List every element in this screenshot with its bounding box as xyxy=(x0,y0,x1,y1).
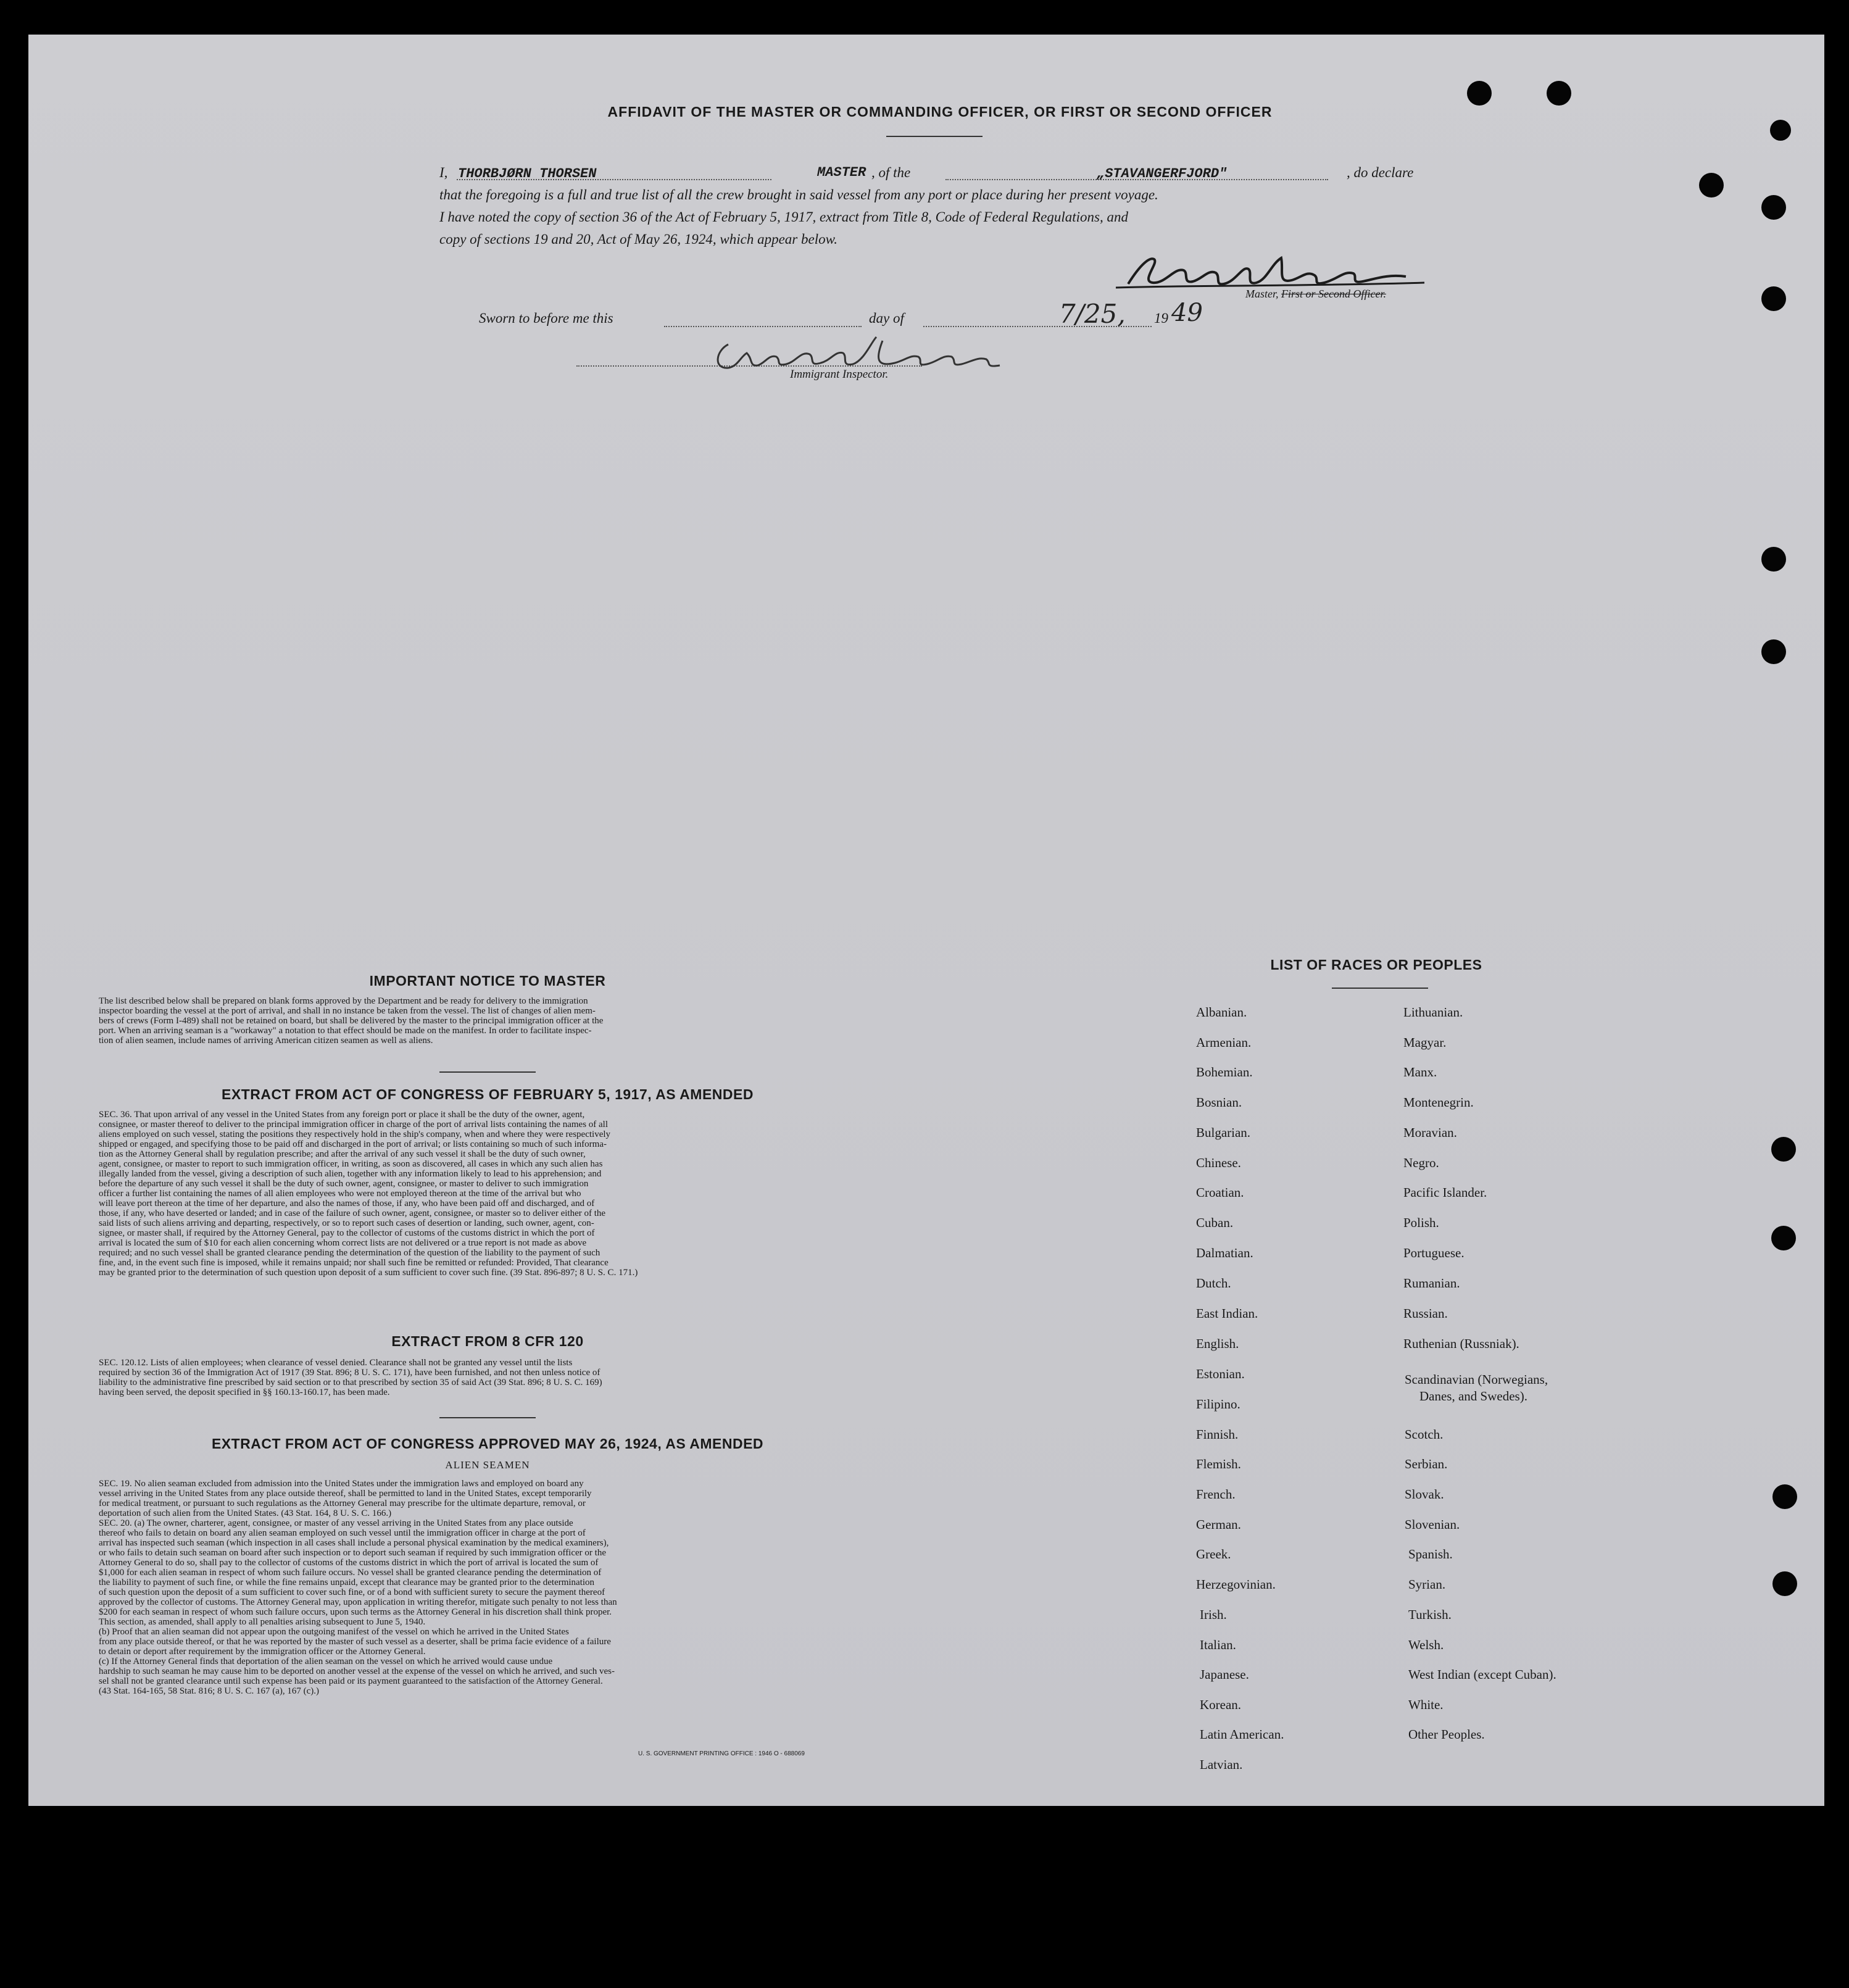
extract-line: hardship to such seaman he may cause him to be deported on another vessel at the expense of the vessel on which he arrived, and such ves- xyxy=(99,1666,615,1676)
extract-line: aliens employed on such vessel, stating the positions they respectively hold in the ship's company, when and where they were respectively xyxy=(99,1129,611,1139)
race-item: Spanish. xyxy=(1408,1547,1453,1562)
race-item: Pacific Islander. xyxy=(1403,1185,1487,1200)
race-item: Lithuanian. xyxy=(1403,1005,1463,1020)
race-item: Korean. xyxy=(1200,1697,1242,1712)
race-item: Welsh. xyxy=(1408,1637,1444,1652)
signature-role xyxy=(1245,288,1386,301)
name-blank xyxy=(457,179,771,180)
sworn-day-blank xyxy=(664,326,862,327)
race-item: Albanian. xyxy=(1196,1005,1247,1020)
race-item: Cuban. xyxy=(1196,1215,1234,1230)
extract-line: signee, or master shall, if required by the Attorney General, pay to the collector of customs of the customs district in which the port of xyxy=(99,1228,595,1238)
extract-line: from any place outside thereof, or that he was reported by the master of such vessel as a deserter, shall be prima facie evidence of a failure xyxy=(99,1637,611,1647)
extract-line: SEC. 120.12. Lists of alien employees; when clearance of vessel denied. Clearance shall not be granted any vessel until the lists xyxy=(99,1358,573,1368)
race-item: Slovak. xyxy=(1405,1487,1444,1502)
extract-line: SEC. 19. No alien seaman excluded from admission into the United States under the immigration laws and employed on board any xyxy=(99,1479,584,1489)
extract-line: (c) If the Attorney General finds that deportation of the alien seaman on the vessel on which he arrived would cause undue xyxy=(99,1657,553,1666)
race-item: Other Peoples. xyxy=(1408,1727,1485,1742)
race-item: East Indian. xyxy=(1196,1306,1258,1321)
extract-line: approved by the collector of customs. The Attorney General may, upon application in writing therefor, mitigate such penalty to not less than xyxy=(99,1597,617,1607)
extract-line: Attorney General to do so, shall pay to the collector of customs of the customs district in which the port of arrival is located the sum of xyxy=(99,1558,599,1568)
race-item: Dalmatian. xyxy=(1196,1246,1253,1260)
extract-line: $200 for each seaman in respect of whom such failure occurs, upon such terms as the Attorney General in his discretion shall think proper. xyxy=(99,1607,612,1617)
extract-line: sel shall not be granted clearance until such expense has been paid or its payment guaranteed to the satisfaction of the Attorney General. xyxy=(99,1676,603,1686)
extract-line: arrival has inspected such seaman (which inspection in all cases shall include a personal physical examination by the medical examiners), xyxy=(99,1538,609,1548)
race-item: Latin American. xyxy=(1200,1727,1284,1742)
extract-line: the liability to payment of such fine, or while the fine remains unpaid, except that clearance may be granted prior to the determination xyxy=(99,1578,595,1587)
extract-1917-body xyxy=(99,1110,876,1278)
i-label: I, xyxy=(439,165,448,180)
race-item: Magyar. xyxy=(1403,1035,1447,1050)
punch-hole xyxy=(1761,286,1786,311)
extract-cfr-title: EXTRACT FROM 8 CFR 120 xyxy=(391,1333,584,1349)
declaration-line-3: I have noted the copy of section 36 of the Act of February 5, 1917, extract from Title 8, Code of Federal Regulations, and xyxy=(439,209,1128,225)
race-item: Polish. xyxy=(1403,1215,1439,1230)
race-item: Bosnian. xyxy=(1196,1095,1242,1110)
extract-1924-body xyxy=(99,1479,876,1696)
extract-line: (43 Stat. 164-165, 58 Stat. 816; 8 U. S. C. 167 (a), 167 (c).) xyxy=(99,1686,320,1696)
notice-line: port. When an arriving seaman is a "workaway" a notation to that effect should be made on the manifest. In order to facilitate inspec- xyxy=(99,1026,592,1036)
notice-title: IMPORTANT NOTICE TO MASTER xyxy=(369,973,606,989)
title-rule xyxy=(886,136,983,137)
extract-line: consignee, or master thereof to deliver to the principal immigration officer in charge of the port of arrival lists containing the names of all xyxy=(99,1120,609,1129)
extract-line: (b) Proof that an alien seaman did not appear upon the outgoing manifest of the vessel on which he arrived in the United States xyxy=(99,1627,569,1637)
race-item: Scotch. xyxy=(1405,1427,1444,1442)
extract-line: will leave port thereon at the time of her departure, and also the names of those, if any, who have been paid off and discharged, and of xyxy=(99,1199,595,1208)
race-item: West Indian (except Cuban). xyxy=(1408,1667,1556,1682)
race-item: Irish. xyxy=(1200,1607,1227,1622)
notice-line: tion of alien seamen, include names of arriving American citizen seamen as well as aliens. xyxy=(99,1036,433,1046)
printing-office-note: U. S. GOVERNMENT PRINTING OFFICE : 1946 O - 688069 xyxy=(638,1750,805,1757)
race-item: Turkish. xyxy=(1408,1607,1452,1622)
race-item: Bohemian. xyxy=(1196,1065,1253,1079)
race-item: Montenegrin. xyxy=(1403,1095,1474,1110)
do-declare-label: , do declare xyxy=(1347,165,1414,180)
extract-line: before the departure of any such vessel it shall be the duty of such owner, agent, consignee, or master to deliver to such immigration xyxy=(99,1179,589,1189)
race-item: Chinese. xyxy=(1196,1155,1241,1170)
race-item: White. xyxy=(1408,1697,1444,1712)
race-item: Greek. xyxy=(1196,1547,1231,1562)
extract-line: of such question upon the deposit of a sum sufficient to cover such fine, or of a bond with sufficient surety to secure the payment thereof xyxy=(99,1587,605,1597)
race-item: French. xyxy=(1196,1487,1236,1502)
notice-line: inspector boarding the vessel at the port of arrival, and shall in no instance be taken from the vessel. The list of changes of alien mem- xyxy=(99,1006,596,1016)
extract-line: required; and no such vessel shall be granted clearance pending the determination of the question of the liability to the payment of such xyxy=(99,1248,600,1258)
race-item: German. xyxy=(1196,1517,1241,1532)
day-of-label: day of xyxy=(869,310,904,326)
punch-hole xyxy=(1467,81,1492,106)
extract-line: $1,000 for each alien seaman in respect of whom such failure occurs. No vessel shall be granted clearance pending the determination of xyxy=(99,1568,602,1578)
race-item: Russian. xyxy=(1403,1306,1448,1321)
extract-line: shipped or engaged, and specifying those to be paid off and discharged in the port of arrival; or lists containing so much of such informa- xyxy=(99,1139,607,1149)
punch-hole xyxy=(1699,173,1724,198)
punch-hole xyxy=(1771,1226,1796,1250)
extract-line: liability to the administrative fine prescribed by said section or to that prescribed by section 35 of said Act (39 Stat. 896; 8 U. S. C. 169) xyxy=(99,1378,602,1387)
race-item: Bulgarian. xyxy=(1196,1125,1251,1140)
extract-1924-subtitle: ALIEN SEAMEN xyxy=(445,1459,530,1471)
races-rule xyxy=(1332,988,1428,989)
extract-line: fine, and, in the event such fine is imposed, while it remains unpaid; nor shall such fine be remitted or refunded: Provided, That clearance xyxy=(99,1258,609,1268)
race-item: Negro. xyxy=(1403,1155,1439,1170)
extract-line: tion as the Attorney General shall by regulation prescribe; and after the arrival of any such vessel it shall be the duty of such owner, xyxy=(99,1149,586,1159)
race-item: Estonian. xyxy=(1196,1366,1245,1381)
declaration-line-1 xyxy=(439,162,1439,184)
race-item: English. xyxy=(1196,1336,1239,1351)
punch-hole xyxy=(1772,1484,1797,1509)
race-item: Slovenian. xyxy=(1405,1517,1460,1532)
of-the-label: , of the xyxy=(871,165,911,180)
extract-line: may be granted prior to the determination of such question upon deposit of a sum sufficient to cover such fine. (39 Stat. 896-897; 8 U. S. C. 171.) xyxy=(99,1268,638,1278)
extract-1924-title: EXTRACT FROM ACT OF CONGRESS APPROVED MAY 26, 1924, AS AMENDED xyxy=(211,1436,764,1452)
races-title: LIST OF RACES OR PEOPLES xyxy=(1270,957,1482,973)
race-item: Japanese. xyxy=(1200,1667,1249,1682)
extract-line: thereof who fails to detain on board any alien seaman employed on such vessel until the immigration officer in charge at the port of xyxy=(99,1528,586,1538)
extract-line: agent, consignee, or master to report to such immigration officer, in writing, as soon as discovered, all cases in which any such alien has xyxy=(99,1159,603,1169)
affidavit-title: AFFIDAVIT OF THE MASTER OR COMMANDING OFFICER, OR FIRST OR SECOND OFFICER xyxy=(607,104,1273,120)
vessel-name: „STAVANGERFJORD" xyxy=(1097,166,1228,181)
officer-rank: MASTER xyxy=(817,165,866,180)
extract-line: to detain or deport after requirement by the immigration officer or the Attorney General. xyxy=(99,1647,426,1657)
extract-line: SEC. 36. That upon arrival of any vessel in the United States from any foreign port or place it shall be the duty of the owner, agent, xyxy=(99,1110,585,1120)
struck-role: First or Second Officer. xyxy=(1281,288,1386,300)
extract-line: said lists of such aliens arriving and departing, respectively, or so to report such cases of desertion or landing, such owner, agent, con- xyxy=(99,1218,594,1228)
race-item: Finnish. xyxy=(1196,1427,1239,1442)
inspector-label: Immigrant Inspector. xyxy=(790,368,889,381)
race-item: Herzegovinian. xyxy=(1196,1577,1276,1592)
extract-line: for medical treatment, or pursuant to such regulations as the Attorney General may prescribe for the ultimate departure, removal, or xyxy=(99,1499,586,1508)
race-item: Ruthenian (Russniak). xyxy=(1403,1336,1519,1351)
officer-name: THORBJØRN THORSEN xyxy=(458,166,597,181)
race-item: Dutch. xyxy=(1196,1276,1231,1291)
punch-hole xyxy=(1770,120,1791,141)
race-item: Rumanian. xyxy=(1403,1276,1460,1291)
extract-line: SEC. 20. (a) The owner, charterer, agent, consignee, or master of any vessel arriving in the United States from any place outside xyxy=(99,1518,573,1528)
notice-line: bers of crews (Form I-489) shall not be retained on board, but shall be delivered by the master to the principal immigration officer at the xyxy=(99,1016,604,1026)
declaration-line-4: copy of sections 19 and 20, Act of May 26, 1924, which appear below. xyxy=(439,231,837,247)
extract-line: arrival is located the sum of $10 for each alien concerning whom correct lists are not delivered or a true report is not made as above xyxy=(99,1238,587,1248)
notice-line: The list described below shall be prepared on blank forms approved by the Department and be ready for delivery to the immigration xyxy=(99,996,588,1006)
extract-line: vessel arriving in the United States from any place outside thereof, shall be permitted to land in the United States, except temporarily xyxy=(99,1489,592,1499)
handwritten-year: 49 xyxy=(1171,299,1203,327)
extract-line: This section, as amended, shall apply to all penalties arising subsequent to June 5, 1940. xyxy=(99,1617,426,1627)
race-item: Syrian. xyxy=(1408,1577,1446,1592)
sworn-label: Sworn to before me this xyxy=(479,310,613,326)
punch-hole xyxy=(1761,195,1786,220)
extract-cfr-body xyxy=(99,1358,876,1397)
declaration-line-2: that the foregoing is a full and true list of all the crew brought in said vessel from any port or place during her present voyage. xyxy=(439,187,1158,202)
extract-1917-title: EXTRACT FROM ACT OF CONGRESS OF FEBRUARY 5, 1917, AS AMENDED xyxy=(222,1086,754,1102)
race-item: Flemish. xyxy=(1196,1457,1241,1471)
extract-line: required by section 36 of the Immigration Act of 1917 (39 Stat. 896; 8 U. S. C. 171), have been furnished, and not then unless notice of xyxy=(99,1368,600,1378)
handwritten-date: 7/25, xyxy=(1059,299,1126,329)
extract-line: officer a further list containing the names of all alien employees who were not employed thereon at the time of the arrival but who xyxy=(99,1189,581,1199)
race-item: Armenian. xyxy=(1196,1035,1252,1050)
extract-line: or who fails to detain such seaman on board after such inspection or to deport such seaman if required by such immigration officer or the xyxy=(99,1548,606,1558)
punch-hole xyxy=(1547,81,1571,106)
extract-line: those, if any, who have deserted or landed; and in case of the failure of such owner, agent, consignee, or master so to deliver either of the xyxy=(99,1208,606,1218)
race-item: Latvian. xyxy=(1200,1757,1243,1772)
extract-line: illegally landed from the vessel, giving a description of such alien, together with any information likely to lead to his apprehension; and xyxy=(99,1169,602,1179)
master-role: Master, xyxy=(1245,288,1279,300)
section-rule xyxy=(439,1417,536,1418)
race-item: Serbian. xyxy=(1405,1457,1448,1471)
race-item: Croatian. xyxy=(1196,1185,1244,1200)
notice-body xyxy=(99,996,876,1046)
section-rule xyxy=(439,1071,536,1073)
punch-hole xyxy=(1771,1137,1796,1162)
punch-hole xyxy=(1761,547,1786,572)
race-item: Italian. xyxy=(1200,1637,1236,1652)
extract-line: having been served, the deposit specified in §§ 160.13-160.17, has been made. xyxy=(99,1387,390,1397)
punch-hole xyxy=(1772,1571,1797,1596)
race-item: Filipino. xyxy=(1196,1397,1240,1412)
race-item: Moravian. xyxy=(1403,1125,1457,1140)
extract-line: deportation of such alien from the United States. (43 Stat. 164, 8 U. S. C. 166.) xyxy=(99,1508,392,1518)
race-item: Manx. xyxy=(1403,1065,1437,1079)
race-item: Danes, and Swedes). xyxy=(1419,1389,1527,1404)
race-item: Scandinavian (Norwegians, xyxy=(1405,1372,1548,1387)
race-item: Portuguese. xyxy=(1403,1246,1465,1260)
punch-hole xyxy=(1761,639,1786,664)
year-prefix: 19 xyxy=(1154,310,1168,326)
